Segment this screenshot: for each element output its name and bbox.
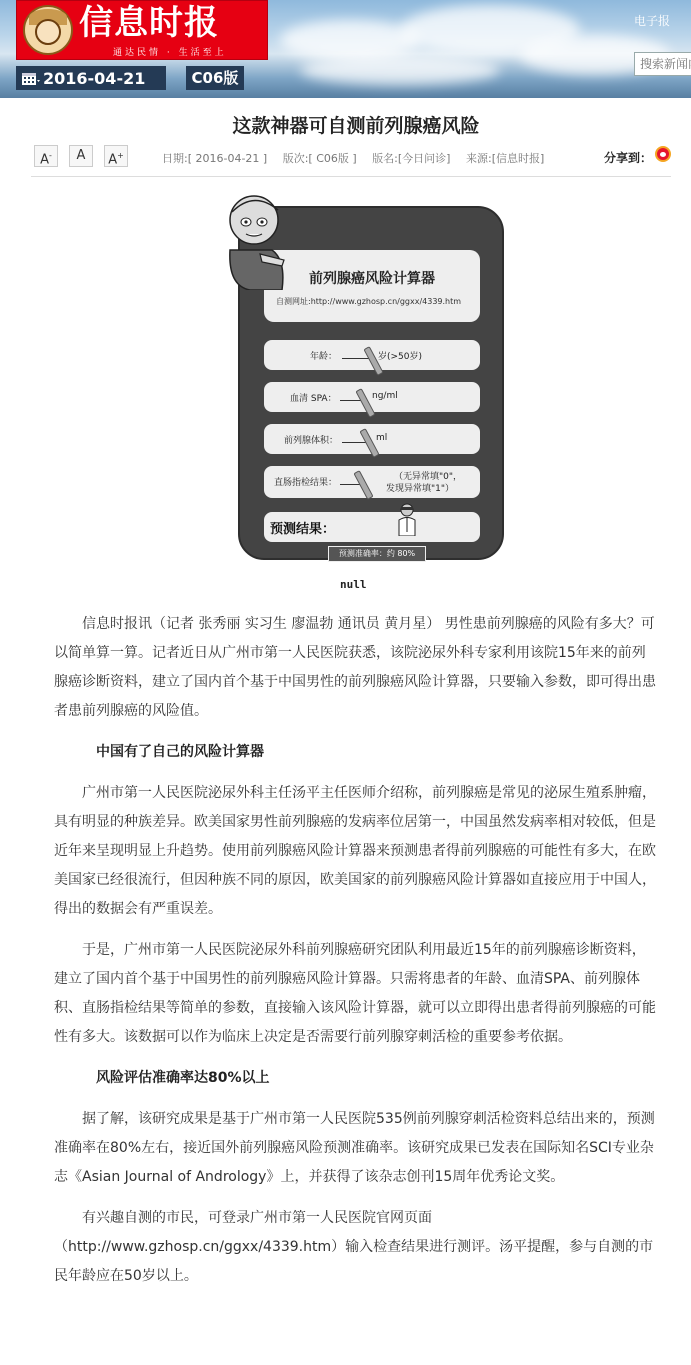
edition-selector[interactable]: C06版 (186, 66, 244, 90)
result-label: 预测结果： (270, 522, 336, 537)
paragraph-selftest: 有兴趣自测的市民，可登录广州市第一人民医院官网页面（http://www.gzhosp.cn/ggxx/4339.htm）输入检查结果进行测评。汤平提醒，参与自测的市民年龄应在50岁以上。 (54, 1210, 654, 1284)
calc-row-dre: 直肠指检结果： （无异常填"0"， 发现异常填"1"） (264, 466, 480, 498)
calc-row-age: 年龄： 岁(>50岁) (264, 340, 480, 370)
date-selector[interactable] (16, 66, 166, 90)
calc-row-spa: 血清 SPA： ng/ml (264, 382, 480, 412)
mascot-icon (23, 5, 73, 55)
calc-result-row (264, 512, 480, 542)
epaper-link[interactable]: 电子报 (634, 14, 671, 28)
logo-title: 信息时报 (79, 3, 219, 43)
figure-caption: null (340, 578, 367, 591)
share-label: 分享到： (604, 151, 653, 165)
font-normal-button[interactable]: A (69, 145, 93, 167)
current-date: 2016-04-21 (43, 68, 146, 88)
subheading-accuracy: 风险评估准确率达80%以上 (96, 1070, 270, 1086)
old-man-illustration (220, 190, 292, 290)
meta-section: 版名:[今日问诊] (372, 152, 451, 165)
meta-edition: 版次:[ C06版 ] (282, 152, 357, 165)
divider (31, 176, 671, 177)
site-logo[interactable] (16, 0, 268, 60)
calc-row-volume: 前列腺体积： ml (264, 424, 480, 454)
weibo-share-icon[interactable] (655, 146, 671, 162)
paragraph-research: 于是，广州市第一人民医院泌尿外科前列腺癌研究团队利用最近15年的前列腺癌诊断资料，建立了国内首个基于中国男性的前列腺癌风险计算器。只需将患者的年龄、血清SPA、前列腺体积、直肠指检结果等简单的参数，直接输入该风险计算器，就可以立即得出患者得前列腺癌的可能性有多大。该数据可以作为临床上决定是否需要行前列腺穿刺活检的重要参考依据。 (54, 942, 656, 1045)
meta-source: 来源:[信息时报] (465, 152, 545, 165)
calculator-url: 自测网址:http://www.gzhosp.cn/ggxx/4339.htm (276, 297, 462, 306)
site-header (0, 0, 691, 98)
calculator-header (264, 250, 480, 322)
font-decrease-button[interactable]: A- (34, 145, 58, 167)
search-input[interactable] (634, 52, 691, 76)
pen-icon (353, 470, 373, 500)
paragraph-accuracy: 据了解，该研究成果是基于广州市第一人民医院535例前列腺穿刺活检资料总结出来的，预测准确率在80%左右，接近国外前列腺癌风险预测准确率。该研究成果已发表在国际知名SCI专业杂志《Asian Journal of Andrology》上，并获得了该杂志创刊15周年优秀论文奖。 (54, 1111, 655, 1185)
doctor-icon (396, 502, 418, 536)
logo-slogan: 通达民情 · 生活至上 (113, 48, 227, 58)
article-infographic (220, 190, 520, 570)
article-title: 这款神器可自测前列腺癌风险 (232, 115, 480, 137)
article-body (54, 610, 658, 1303)
paragraph-intro: 信息时报讯（记者 张秀丽 实习生 廖温勃 通讯员 黄月星） 男性患前列腺癌的风险有多大？可以简单算一算。记者近日从广州市第一人民医院获悉，该院泌尿外科专家利用该院15年来的前列腺癌诊断资料，建立了国内首个基于中国男性的前列腺癌风险计算器，只要输入参数，即可得出患者患前列腺癌的风险值。 (54, 616, 656, 719)
calculator-title: 前列腺癌风险计算器 (309, 271, 435, 287)
paragraph-background: 广州市第一人民医院泌尿外科主任汤平主任医师介绍称，前列腺癌是常见的泌尿生殖系肿瘤，具有明显的种族差异。欧美国家男性前列腺癌的发病率位居第一，中国虽然发病率相对较低，但是近年来呈现明显上升趋势。使用前列腺癌风险计算器来预测患者得前列腺癌的可能性有多大，在欧美国家已经很流行，但因种族不同的原因，欧美国家的前列腺癌风险计算器如直接应用于中国人，得出的数据会有严重误差。 (54, 785, 656, 917)
article-meta (162, 150, 556, 166)
meta-date: 日期:[ 2016-04-21 ] (162, 152, 268, 165)
subheading-calculator: 中国有了自己的风险计算器 (96, 744, 264, 760)
font-increase-button[interactable]: A+ (104, 145, 128, 167)
accuracy-tag: 预测准确率：约 80% (328, 546, 426, 562)
calendar-icon (22, 71, 40, 86)
